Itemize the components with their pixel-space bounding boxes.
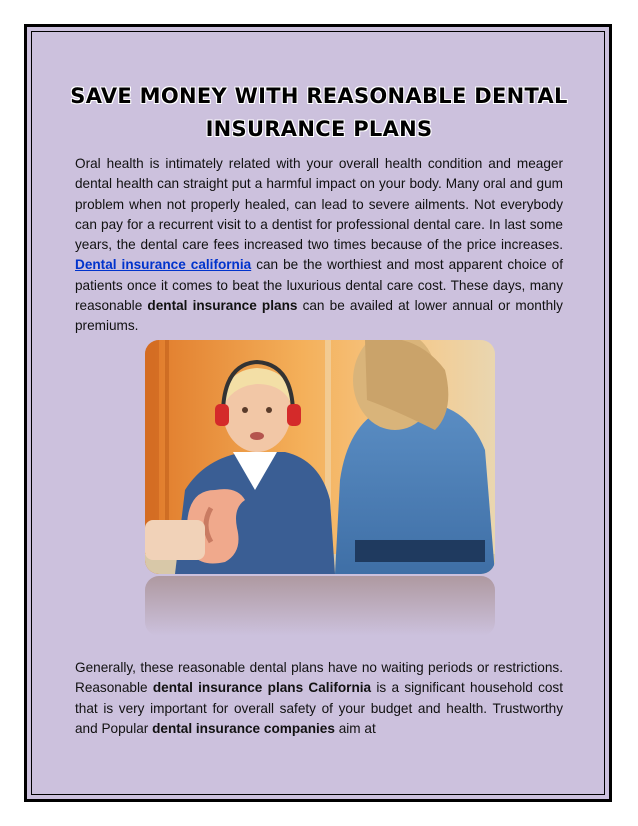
bold-keyword-companies: dental insurance companies	[152, 720, 335, 736]
article-photo	[145, 340, 495, 574]
paragraph-intro-text: Oral health is intimately related with your overall health condition and meager dental health can straight put a harmful impact on your body. Many oral and gum problem when not properly healed, can lead to severe ailments. Not everybody can pay for a recurrent visit to a dentist for professional dental care. In last some years, the dental care fees increased two times because of the price increases.	[75, 156, 563, 253]
paragraph-plans	[75, 658, 563, 739]
paragraph-intro-text-2: can be the worthiest and most apparent choice of patients once it comes to beat the luxurious dental care cost. These days, many reasonable	[75, 257, 563, 314]
page-title: SAVE MONEY WITH REASONABLE DENTAL INSURANCE PLANS	[70, 84, 568, 141]
paragraph-intro-text-3: can be availed at lower annual or monthly premiums.	[75, 298, 563, 334]
paragraph-plans-text-3: aim at	[334, 720, 376, 736]
bold-keyword: dental insurance plans	[147, 298, 298, 314]
paragraph-plans-text: Generally, these reasonable dental plans have no waiting periods or restrictions. Reasonable	[75, 660, 563, 696]
bold-keyword-california: dental insurance plans California	[152, 680, 372, 696]
paragraph-plans-text-2: is a significant household cost that is very important for overall safety of your budget and health. Trustworthy and Popular	[75, 680, 563, 736]
photo-reflection	[145, 576, 495, 636]
dental-insurance-california-link[interactable]: Dental insurance california	[75, 257, 252, 273]
paragraph-intro	[75, 154, 563, 337]
